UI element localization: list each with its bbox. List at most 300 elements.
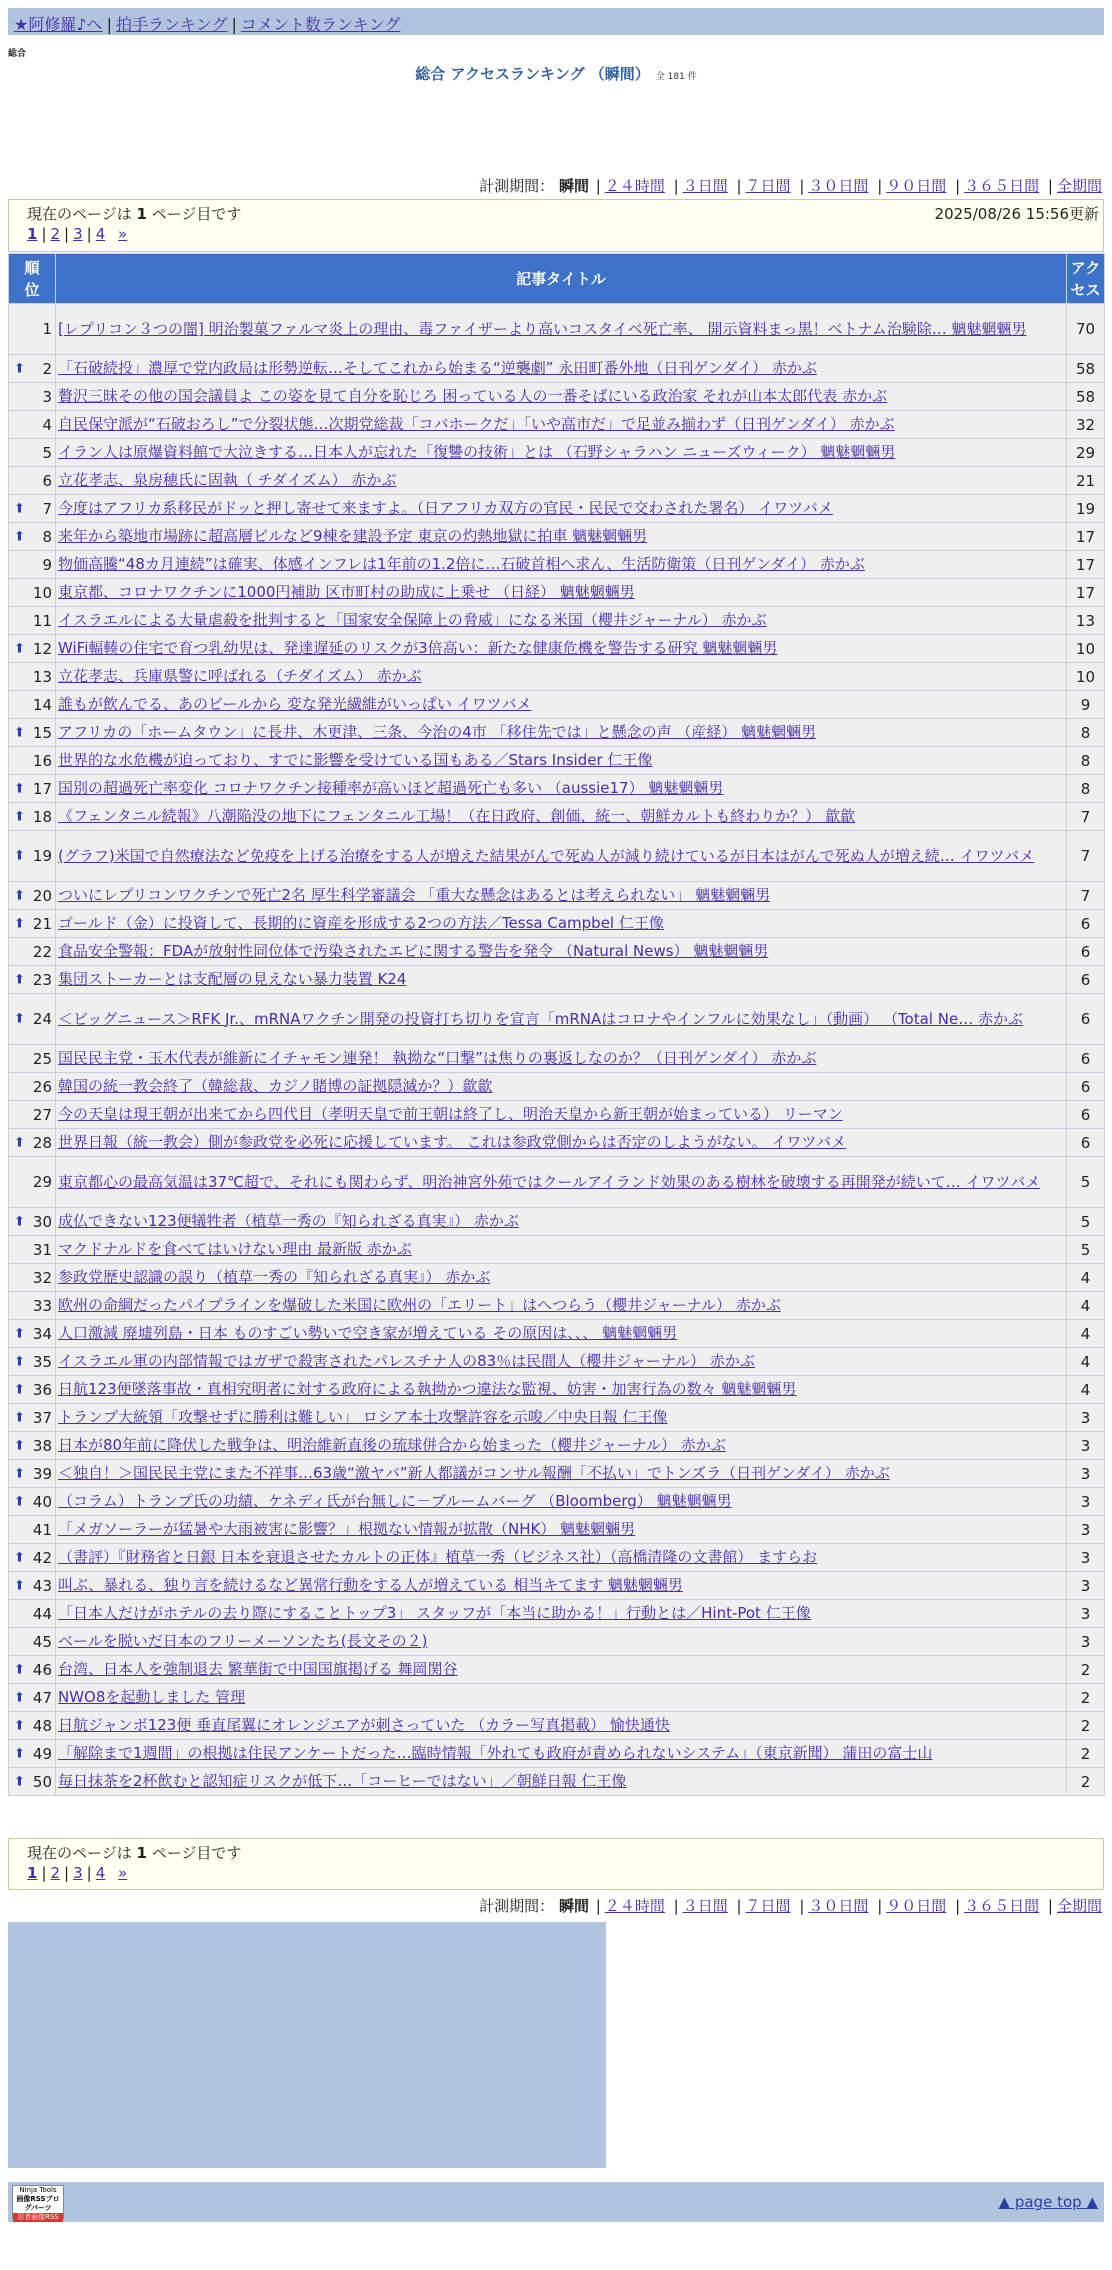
rank-number: 14 <box>32 695 52 714</box>
title-cell <box>56 1712 1067 1740</box>
title-cell <box>56 1208 1067 1236</box>
rank-cell <box>9 1600 56 1628</box>
article-link[interactable]: 叫ぶ、暴れる、独り言を続けるなど異常行動をする人が増えている 相当キてます 魑魅魍魎男 <box>58 1576 683 1594</box>
article-link[interactable]: ＜独自！＞国民民主党にまた不祥事…63歳“激ヤバ”新人都議がコンサル報酬「不払い」でトンズラ（日刊ゲンダイ） 赤かぶ <box>58 1464 890 1482</box>
page-separator: | <box>41 1864 47 1882</box>
period-option-30d[interactable]: ３０日間 <box>808 177 869 195</box>
rank-number: 47 <box>32 1688 52 1707</box>
rank-cell <box>9 439 56 467</box>
article-link[interactable]: 韓国の統一教会終了（韓総裁、カジノ賭博の証拠隠滅か？）歙歙 <box>58 1077 493 1095</box>
table-row <box>9 663 1105 691</box>
rank-number: 50 <box>32 1772 52 1791</box>
rank-cell <box>9 1376 56 1404</box>
table-row <box>9 938 1105 966</box>
logo-line-2: 画像RSSブログパーツ <box>16 2195 60 2212</box>
table-row <box>9 1236 1105 1264</box>
title-cell <box>56 1544 1067 1572</box>
rank-number: 19 <box>32 847 52 865</box>
page-status <box>27 203 241 224</box>
rank-cell <box>9 691 56 719</box>
article-link[interactable]: 毎日抹茶を2杯飲むと認知症リスクが低下…「コーヒーではない」／朝鮮日報 仁王像 <box>58 1772 627 1790</box>
rank-cell <box>9 1208 56 1236</box>
article-link[interactable]: 欧州の命綱だったパイプラインを爆破した米国に欧州の「エリート」はへつらう（櫻井ジャーナル） 赤かぶ <box>58 1296 781 1314</box>
period-option-90d[interactable]: ９０日間 <box>886 177 947 195</box>
access-count: 21 <box>1067 467 1105 495</box>
rank-cell <box>9 1320 56 1348</box>
page-top-link[interactable]: ▲ page top ▲ <box>998 2193 1098 2211</box>
title-cell <box>56 938 1067 966</box>
article-link[interactable]: （書評）『財務省と日銀 日本を衰退させたカルトの正体』植草一秀（ビジネス社）（高橋清隆の文書館） ますらお <box>58 1548 818 1566</box>
article-link[interactable]: 「解除まで1週間」の根拠は住民アンケートだった…臨時情報「外れても政府が責められないシステム」（東京新聞） 蒲田の富士山 <box>58 1744 933 1762</box>
rank-number: 12 <box>32 639 52 658</box>
period-option-365d[interactable]: ３６５日間 <box>964 1897 1040 1915</box>
article-link[interactable]: (グラフ)米国で自然療法など免疫を上げる治療をする人が増えた結果がんで死ぬ人が減り続けているが日本はがんで死ぬ人が増え続… イワツバメ <box>58 846 1035 865</box>
title-cell <box>56 1236 1067 1264</box>
page-separator: | <box>64 1864 70 1882</box>
pagination <box>27 1864 127 1882</box>
rank-cell <box>9 1768 56 1796</box>
article-link[interactable]: トランプ大統領「攻撃せずに勝利は難しい」 ロシア本土攻撃許容を示唆／中央日報 仁王像 <box>58 1408 668 1426</box>
page-separator: | <box>41 225 47 243</box>
table-row <box>9 1348 1105 1376</box>
title-cell <box>56 1404 1067 1432</box>
table-row <box>9 1572 1105 1600</box>
rank-cell <box>9 411 56 439</box>
article-link[interactable]: 台湾、日本人を強制退去 繁華街で中国国旗掲げる 舞岡関谷 <box>58 1660 458 1678</box>
table-row <box>9 607 1105 635</box>
table-row <box>9 1684 1105 1712</box>
table-row <box>9 355 1105 383</box>
access-count: 4 <box>1067 1320 1105 1348</box>
article-link[interactable]: ついにレプリコンワクチンで死亡2名 厚生科学審議会 「重大な懸念はあるとは考えられない」 魑魅魍魎男 <box>58 886 771 904</box>
page-next-link[interactable]: » <box>118 1864 128 1882</box>
logo-line-1: Ninja Tools <box>19 2186 57 2194</box>
article-link[interactable]: ベールを脱いだ日本のフリーメーソンたち(長文その２) <box>58 1632 428 1650</box>
rank-up-arrow-icon: ⬆ <box>14 725 25 740</box>
table-row <box>9 803 1105 831</box>
period-separator: | <box>673 1897 679 1915</box>
page-status-number: 1 <box>136 205 147 223</box>
access-count: 9 <box>1067 691 1105 719</box>
table-row <box>9 1544 1105 1572</box>
period-option-365d[interactable]: ３６５日間 <box>964 177 1040 195</box>
period-selector-bottom <box>479 1895 1104 1916</box>
rank-number: 38 <box>32 1436 52 1455</box>
access-count: 2 <box>1067 1768 1105 1796</box>
page-link-1[interactable]: 1 <box>27 1864 38 1882</box>
article-link[interactable]: （コラム）トランプ氏の功績、ケネディ氏が台無しに－ブルームバーグ （Bloomberg） 魑魅魍魎男 <box>58 1492 732 1510</box>
rank-number: 24 <box>32 1010 52 1028</box>
rank-number: 15 <box>32 723 52 742</box>
access-count: 4 <box>1067 1376 1105 1404</box>
access-count: 19 <box>1067 495 1105 523</box>
table-row <box>9 831 1105 882</box>
rank-cell <box>9 775 56 803</box>
rank-number: 48 <box>32 1716 52 1735</box>
title-cell <box>56 775 1067 803</box>
title-cell <box>56 607 1067 635</box>
access-count: 2 <box>1067 1740 1105 1768</box>
access-count: 5 <box>1067 1157 1105 1208</box>
access-count: 17 <box>1067 579 1105 607</box>
article-link[interactable]: 食品安全警報：FDAが放射性同位体で汚染されたエビに関する警告を発令 （Natural News） 魑魅魍魎男 <box>58 942 769 960</box>
period-option-30d[interactable]: ３０日間 <box>808 1897 869 1915</box>
article-link[interactable]: 東京都心の最高気温は37℃超で、それにも関わらず、明治神宮外苑ではクールアイランド効果のある樹林を破壊する再開発が続いて… イワツバメ <box>58 1172 1041 1191</box>
rank-up-arrow-icon: ⬆ <box>14 1550 25 1565</box>
rank-number: 9 <box>42 555 52 574</box>
table-row <box>9 467 1105 495</box>
article-link[interactable]: 自民保守派が“石破おろし”で分裂状態…次期党総裁「コバホークだ」「いや高市だ」で足並み揃わず（日刊ゲンダイ） 赤かぶ <box>58 415 895 433</box>
rank-number: 22 <box>32 942 52 961</box>
rank-number: 28 <box>32 1133 52 1152</box>
article-link[interactable]: 人口激減 廃墟列島・日本 ものすごい勢いで空き家が増えている その原因は、、、 魑魅魍魎男 <box>58 1324 678 1342</box>
rank-number: 27 <box>32 1105 52 1124</box>
nav-separator: | <box>106 15 112 34</box>
article-link[interactable]: ゴールド（金）に投資して、長期的に資産を形成する2つの方法／Tessa Campbel 仁王像 <box>58 914 664 932</box>
rank-number: 33 <box>32 1296 52 1315</box>
rank-cell <box>9 304 56 355</box>
title-cell <box>56 1740 1067 1768</box>
table-row <box>9 1292 1105 1320</box>
period-separator: | <box>595 177 601 195</box>
rank-cell <box>9 1432 56 1460</box>
period-separator: | <box>799 177 805 195</box>
article-link[interactable]: 日航123便墜落事故・真相究明者に対する政府による執拗かつ違法な監視、妨害・加害行為の数々 魑魅魍魎男 <box>58 1380 797 1398</box>
access-count: 4 <box>1067 1292 1105 1320</box>
title-cell <box>56 1264 1067 1292</box>
table-row <box>9 1628 1105 1656</box>
article-link[interactable]: WiFi輻輳の住宅で育つ乳幼児は、発達遅延のリスクが3倍高い：新たな健康危機を警告する研究 魑魅魍魎男 <box>58 639 778 657</box>
nav-link-applause-ranking[interactable]: 拍手ランキング <box>115 15 228 34</box>
table-row <box>9 1432 1105 1460</box>
table-row <box>9 1656 1105 1684</box>
rss-parts-logo[interactable] <box>12 2185 64 2219</box>
period-current: 瞬間 <box>558 1897 589 1915</box>
article-link[interactable]: マクドナルドを食べてはいけない理由 最新版 赤かぶ <box>58 1240 412 1258</box>
title-cell <box>56 1488 1067 1516</box>
rank-number: 32 <box>32 1268 52 1287</box>
rank-cell <box>9 467 56 495</box>
period-selector-top <box>479 175 1104 196</box>
rank-up-arrow-icon: ⬆ <box>14 809 25 824</box>
rank-number: 29 <box>32 1173 52 1191</box>
page-link-2[interactable]: 2 <box>50 225 61 243</box>
rank-cell <box>9 663 56 691</box>
period-separator: | <box>955 1897 961 1915</box>
rank-cell <box>9 1157 56 1208</box>
rank-number: 21 <box>32 914 52 933</box>
access-count: 5 <box>1067 1236 1105 1264</box>
rank-cell <box>9 1073 56 1101</box>
rank-up-arrow-icon: ⬆ <box>14 1746 25 1761</box>
page-link-3[interactable]: 3 <box>73 225 83 243</box>
page-link-1[interactable]: 1 <box>27 225 38 243</box>
article-link[interactable]: 東京都、コロナワクチンに1000円補助 区市町村の助成に上乗せ （日経） 魑魅魍魎男 <box>58 583 635 601</box>
article-link[interactable]: 参政党歴史認識の誤り（植草一秀の『知られざる真実』） 赤かぶ <box>58 1268 491 1286</box>
rank-cell <box>9 1129 56 1157</box>
title-cell <box>56 355 1067 383</box>
rank-cell <box>9 994 56 1045</box>
article-link[interactable]: 国民民主党・玉木代表が維新にイチャモン連発！ 執拗な“口撃”は焦りの裏返しなのか？（日刊ゲンダイ） 赤かぶ <box>58 1049 817 1067</box>
page-title <box>0 63 1112 84</box>
nav-separator: | <box>231 15 237 34</box>
article-link[interactable]: 物価高騰“48カ月連続”は確実、体感インフレは1年前の1.2倍に…石破首相へ求ん、生活防衛策（日刊ゲンダイ） 赤かぶ <box>58 555 865 573</box>
access-count: 6 <box>1067 966 1105 994</box>
rank-up-arrow-icon: ⬆ <box>14 501 25 516</box>
title-cell <box>56 1460 1067 1488</box>
article-link[interactable]: 日航ジャンボ123便 垂直尾翼にオレンジエアが刺さっていた （カラー写真掲載） 愉快通快 <box>58 1716 670 1734</box>
logo-line-3: 忍者画像RSS <box>13 2213 63 2222</box>
rank-up-arrow-icon: ⬆ <box>14 1718 25 1733</box>
article-link[interactable]: NWO8を起動しました 管理 <box>58 1688 246 1706</box>
period-separator: | <box>877 177 883 195</box>
article-link[interactable]: 国別の超過死亡率変化 コロナワクチン接種率が高いほど超過死亡も多い （aussie17） 魑魅魍魎男 <box>58 779 724 797</box>
rank-number: 35 <box>32 1352 52 1371</box>
rank-number: 17 <box>32 779 52 798</box>
header-title: 記事タイトル <box>56 254 1067 304</box>
rank-cell <box>9 719 56 747</box>
table-row <box>9 1208 1105 1236</box>
article-link[interactable]: アフリカの「ホームタウン」に長井、木更津、三条、今治の4市 「移住先では」と懸念の声 （産経） 魑魅魍魎男 <box>58 723 817 741</box>
article-link[interactable]: 「石破続投」濃厚で党内政局は形勢逆転…そしてこれから始まる“逆襲劇” 永田町番外地（日刊ゲンダイ） 赤かぶ <box>58 359 817 377</box>
title-cell <box>56 994 1067 1045</box>
rank-number: 10 <box>32 583 52 602</box>
ranking-rows <box>9 304 1105 1796</box>
rank-number: 37 <box>32 1408 52 1427</box>
title-cell <box>56 1600 1067 1628</box>
period-label: 計測期間： <box>479 177 555 195</box>
access-count: 4 <box>1067 1264 1105 1292</box>
title-cell <box>56 1101 1067 1129</box>
title-cell <box>56 882 1067 910</box>
rank-cell <box>9 1488 56 1516</box>
rank-number: 40 <box>32 1492 52 1511</box>
page-status-suffix: ページ目です <box>151 205 242 223</box>
header-rank: 順位 <box>9 254 56 304</box>
access-count: 3 <box>1067 1628 1105 1656</box>
rank-number: 7 <box>42 499 52 518</box>
period-option-all[interactable]: 全期間 <box>1056 1897 1102 1915</box>
rank-up-arrow-icon: ⬆ <box>14 1382 25 1397</box>
table-row <box>9 495 1105 523</box>
table-row <box>9 1073 1105 1101</box>
article-link[interactable]: 世界的な水危機が迫っており、すでに影響を受けている国もある／Stars Insider 仁王像 <box>58 751 653 769</box>
page-next-link[interactable]: » <box>118 225 128 243</box>
period-option-3d[interactable]: ３日間 <box>682 1897 728 1915</box>
access-count: 8 <box>1067 719 1105 747</box>
article-link[interactable]: 《フェンタニル続報》八潮陥没の地下にフェンタニル工場！（在日政府、創価、統一、朝鮮カルトも終わりか？） 歙歙 <box>58 807 856 825</box>
article-link[interactable]: イスラエルによる大量虐殺を批判すると「国家安全保障上の脅威」になる米国（櫻井ジャーナル） 赤かぶ <box>58 611 767 629</box>
title-cell <box>56 1768 1067 1796</box>
rank-up-arrow-icon: ⬆ <box>14 641 25 656</box>
rank-cell <box>9 1544 56 1572</box>
access-count: 4 <box>1067 1348 1105 1376</box>
rank-cell <box>9 910 56 938</box>
access-count: 3 <box>1067 1544 1105 1572</box>
rank-number: 43 <box>32 1576 52 1595</box>
title-cell <box>56 1129 1067 1157</box>
period-option-90d[interactable]: ９０日間 <box>886 1897 947 1915</box>
rank-up-arrow-icon: ⬆ <box>14 781 25 796</box>
page-separator: | <box>64 225 70 243</box>
title-cell <box>56 663 1067 691</box>
rank-up-arrow-icon: ⬆ <box>14 1578 25 1593</box>
rank-up-arrow-icon: ⬆ <box>14 1135 25 1150</box>
rank-number: 49 <box>32 1744 52 1763</box>
period-option-all[interactable]: 全期間 <box>1056 177 1102 195</box>
page-separator: | <box>86 225 92 243</box>
rank-number: 1 <box>42 320 52 338</box>
rank-number: 41 <box>32 1520 52 1539</box>
rank-cell <box>9 1292 56 1320</box>
pager-bottom <box>8 1838 1104 1890</box>
ad-banner[interactable] <box>8 1922 606 2168</box>
rank-number: 39 <box>32 1464 52 1483</box>
period-option-24h[interactable]: ２４時間 <box>604 1897 665 1915</box>
article-link[interactable]: 集団ストーカーとは支配層の見えない暴力装置 K24 <box>58 970 407 988</box>
access-count: 3 <box>1067 1572 1105 1600</box>
article-link[interactable]: 立花孝志、兵庫県警に呼ばれる（チダイズム） 赤かぶ <box>58 667 422 685</box>
rank-cell <box>9 803 56 831</box>
rank-cell <box>9 495 56 523</box>
title-cell <box>56 1516 1067 1544</box>
access-count: 58 <box>1067 355 1105 383</box>
rank-cell <box>9 1460 56 1488</box>
period-current: 瞬間 <box>558 177 589 195</box>
rank-number: 26 <box>32 1077 52 1096</box>
rank-number: 8 <box>42 527 52 546</box>
page-separator <box>109 225 114 243</box>
table-row <box>9 1157 1105 1208</box>
rank-up-arrow-icon: ⬆ <box>14 916 25 931</box>
article-link[interactable]: 世界日報（統一教会）側が参政党を必死に応援しています。 これは参政党側からは否定のしようがない。 イワツバメ <box>58 1133 847 1151</box>
period-option-7d[interactable]: ７日間 <box>745 1897 791 1915</box>
article-link[interactable]: 贅沢三昧その他の国会議員よ この姿を見て自分を恥じろ 困っている人の一番そばにいる政治家 それが山本太郎代表 赤かぶ <box>58 387 888 405</box>
article-link[interactable]: イラン人は原爆資料館で大泣きする…日本人が忘れた「復讐の技術」とは （石野シャラハン ニューズウィーク） 魑魅魍魎男 <box>58 443 896 461</box>
rank-number: 45 <box>32 1632 52 1651</box>
access-count: 17 <box>1067 523 1105 551</box>
table-row <box>9 910 1105 938</box>
article-link[interactable]: 「日本人だけがホテルの去り際にすることトップ3」 スタッフが「本当に助かる！」行動とは／Hint-Pot 仁王像 <box>58 1604 811 1622</box>
rank-up-arrow-icon: ⬆ <box>14 1494 25 1509</box>
access-count: 7 <box>1067 831 1105 882</box>
period-separator: | <box>1047 1897 1053 1915</box>
access-count: 6 <box>1067 910 1105 938</box>
title-cell <box>56 1656 1067 1684</box>
article-link[interactable]: 成仏できない123便犠牲者（植草一秀の『知られざる真実』） 赤かぶ <box>58 1212 519 1230</box>
nav-link-comment-ranking[interactable]: コメント数ランキング <box>240 15 401 34</box>
rank-up-arrow-icon: ⬆ <box>14 1214 25 1229</box>
period-separator: | <box>799 1897 805 1915</box>
article-link[interactable]: 今の天皇は現王朝が出来てから四代目（孝明天皇で前王朝は終了し、明治天皇から新王朝が始まっている） リーマン <box>58 1105 843 1123</box>
rank-number: 16 <box>32 751 52 770</box>
rank-cell <box>9 1656 56 1684</box>
rank-cell <box>9 383 56 411</box>
article-link[interactable]: [レプリコン３つの闇] 明治製菓ファルマ炎上の理由、毒ファイザーより高いコスタイベ死亡率、 開示資料まっ黒！ベトナム治験除… 魑魅魍魎男 <box>58 319 1027 338</box>
article-link[interactable]: 今度はアフリカ系移民がドッと押し寄せて来ますよ。（日アフリカ双方の官民・民民で交わされた署名） イワツバメ <box>58 499 833 517</box>
page-status <box>27 1842 241 1863</box>
article-link[interactable]: 誰もが飲んでる、あのビールから 変な発光繊維がいっぱい イワツバメ <box>58 695 532 713</box>
table-row <box>9 635 1105 663</box>
article-link[interactable]: 来年から築地市場跡に超高層ビルなど9棟を建設予定 東京の灼熱地獄に拍車 魑魅魍魎男 <box>58 527 648 545</box>
period-option-3d[interactable]: ３日間 <box>682 177 728 195</box>
table-row <box>9 1488 1105 1516</box>
page-link-2[interactable]: 2 <box>50 1864 61 1882</box>
page-link-4[interactable]: 4 <box>95 1864 106 1882</box>
article-link[interactable]: 立花孝志、泉房穂氏に固執（ チダイズム） 赤かぶ <box>58 471 397 489</box>
access-count: 7 <box>1067 882 1105 910</box>
article-link[interactable]: ＜ビッグニュース＞RFK Jr.、mRNAワクチン開発の投資打ち切りを宣言「mRNAはコロナやインフルに効果なし」（動画） （Total Ne… 赤かぶ <box>58 1009 1023 1028</box>
period-option-24h[interactable]: ２４時間 <box>604 177 665 195</box>
rank-up-arrow-icon: ⬆ <box>14 1466 25 1481</box>
table-row <box>9 1740 1105 1768</box>
ranking-table <box>8 253 1105 1796</box>
title-cell <box>56 1684 1067 1712</box>
table-row <box>9 551 1105 579</box>
period-separator: | <box>736 177 742 195</box>
footer <box>8 2182 1104 2222</box>
rank-cell <box>9 831 56 882</box>
table-row <box>9 1516 1105 1544</box>
article-link[interactable]: 「メガソーラーが猛暑や大雨被害に影響？」根拠ない情報が拡散（NHK） 魑魅魍魎男 <box>58 1520 636 1538</box>
updated-timestamp: 2025/08/26 15:56更新 <box>934 205 1099 223</box>
page-status-prefix: 現在のページは <box>27 1844 132 1862</box>
page-link-4[interactable]: 4 <box>95 225 106 243</box>
rank-cell <box>9 1045 56 1073</box>
table-row <box>9 439 1105 467</box>
category-label: 総合 <box>8 49 27 59</box>
rank-cell <box>9 1628 56 1656</box>
rank-number: 36 <box>32 1380 52 1399</box>
article-link[interactable]: 日本が80年前に降伏した戦争は、明治維新直後の琉球併合から始まった（櫻井ジャーナル） 赤かぶ <box>58 1436 726 1454</box>
access-count: 2 <box>1067 1712 1105 1740</box>
period-separator: | <box>877 1897 883 1915</box>
table-row <box>9 304 1105 355</box>
rank-up-arrow-icon: ⬆ <box>14 1011 25 1027</box>
rank-cell <box>9 1264 56 1292</box>
title-cell <box>56 495 1067 523</box>
title-cell <box>56 439 1067 467</box>
rank-cell <box>9 551 56 579</box>
table-row <box>9 994 1105 1045</box>
title-cell <box>56 1045 1067 1073</box>
rank-number: 6 <box>42 471 52 490</box>
rank-cell <box>9 1684 56 1712</box>
rank-up-arrow-icon: ⬆ <box>14 972 25 987</box>
table-row <box>9 691 1105 719</box>
rank-cell <box>9 1348 56 1376</box>
title-cell <box>56 579 1067 607</box>
period-label: 計測期間： <box>479 1897 555 1915</box>
access-count: 29 <box>1067 439 1105 467</box>
rank-up-arrow-icon: ⬆ <box>14 1774 25 1789</box>
rank-cell <box>9 579 56 607</box>
article-link[interactable]: イスラエル軍の内部情報ではガザで殺害されたパレスチナ人の83％は民間人（櫻井ジャーナル） 赤かぶ <box>58 1352 755 1370</box>
nav-link-ashura[interactable]: ★阿修羅♪へ <box>14 15 103 34</box>
rank-cell <box>9 938 56 966</box>
period-option-7d[interactable]: ７日間 <box>745 177 791 195</box>
title-cell <box>56 1628 1067 1656</box>
title-cell <box>56 966 1067 994</box>
table-row <box>9 719 1105 747</box>
period-separator: | <box>736 1897 742 1915</box>
page-status-prefix: 現在のページは <box>27 205 132 223</box>
access-count: 10 <box>1067 663 1105 691</box>
rank-cell <box>9 1740 56 1768</box>
access-count: 3 <box>1067 1460 1105 1488</box>
page-link-3[interactable]: 3 <box>73 1864 83 1882</box>
table-row <box>9 1264 1105 1292</box>
